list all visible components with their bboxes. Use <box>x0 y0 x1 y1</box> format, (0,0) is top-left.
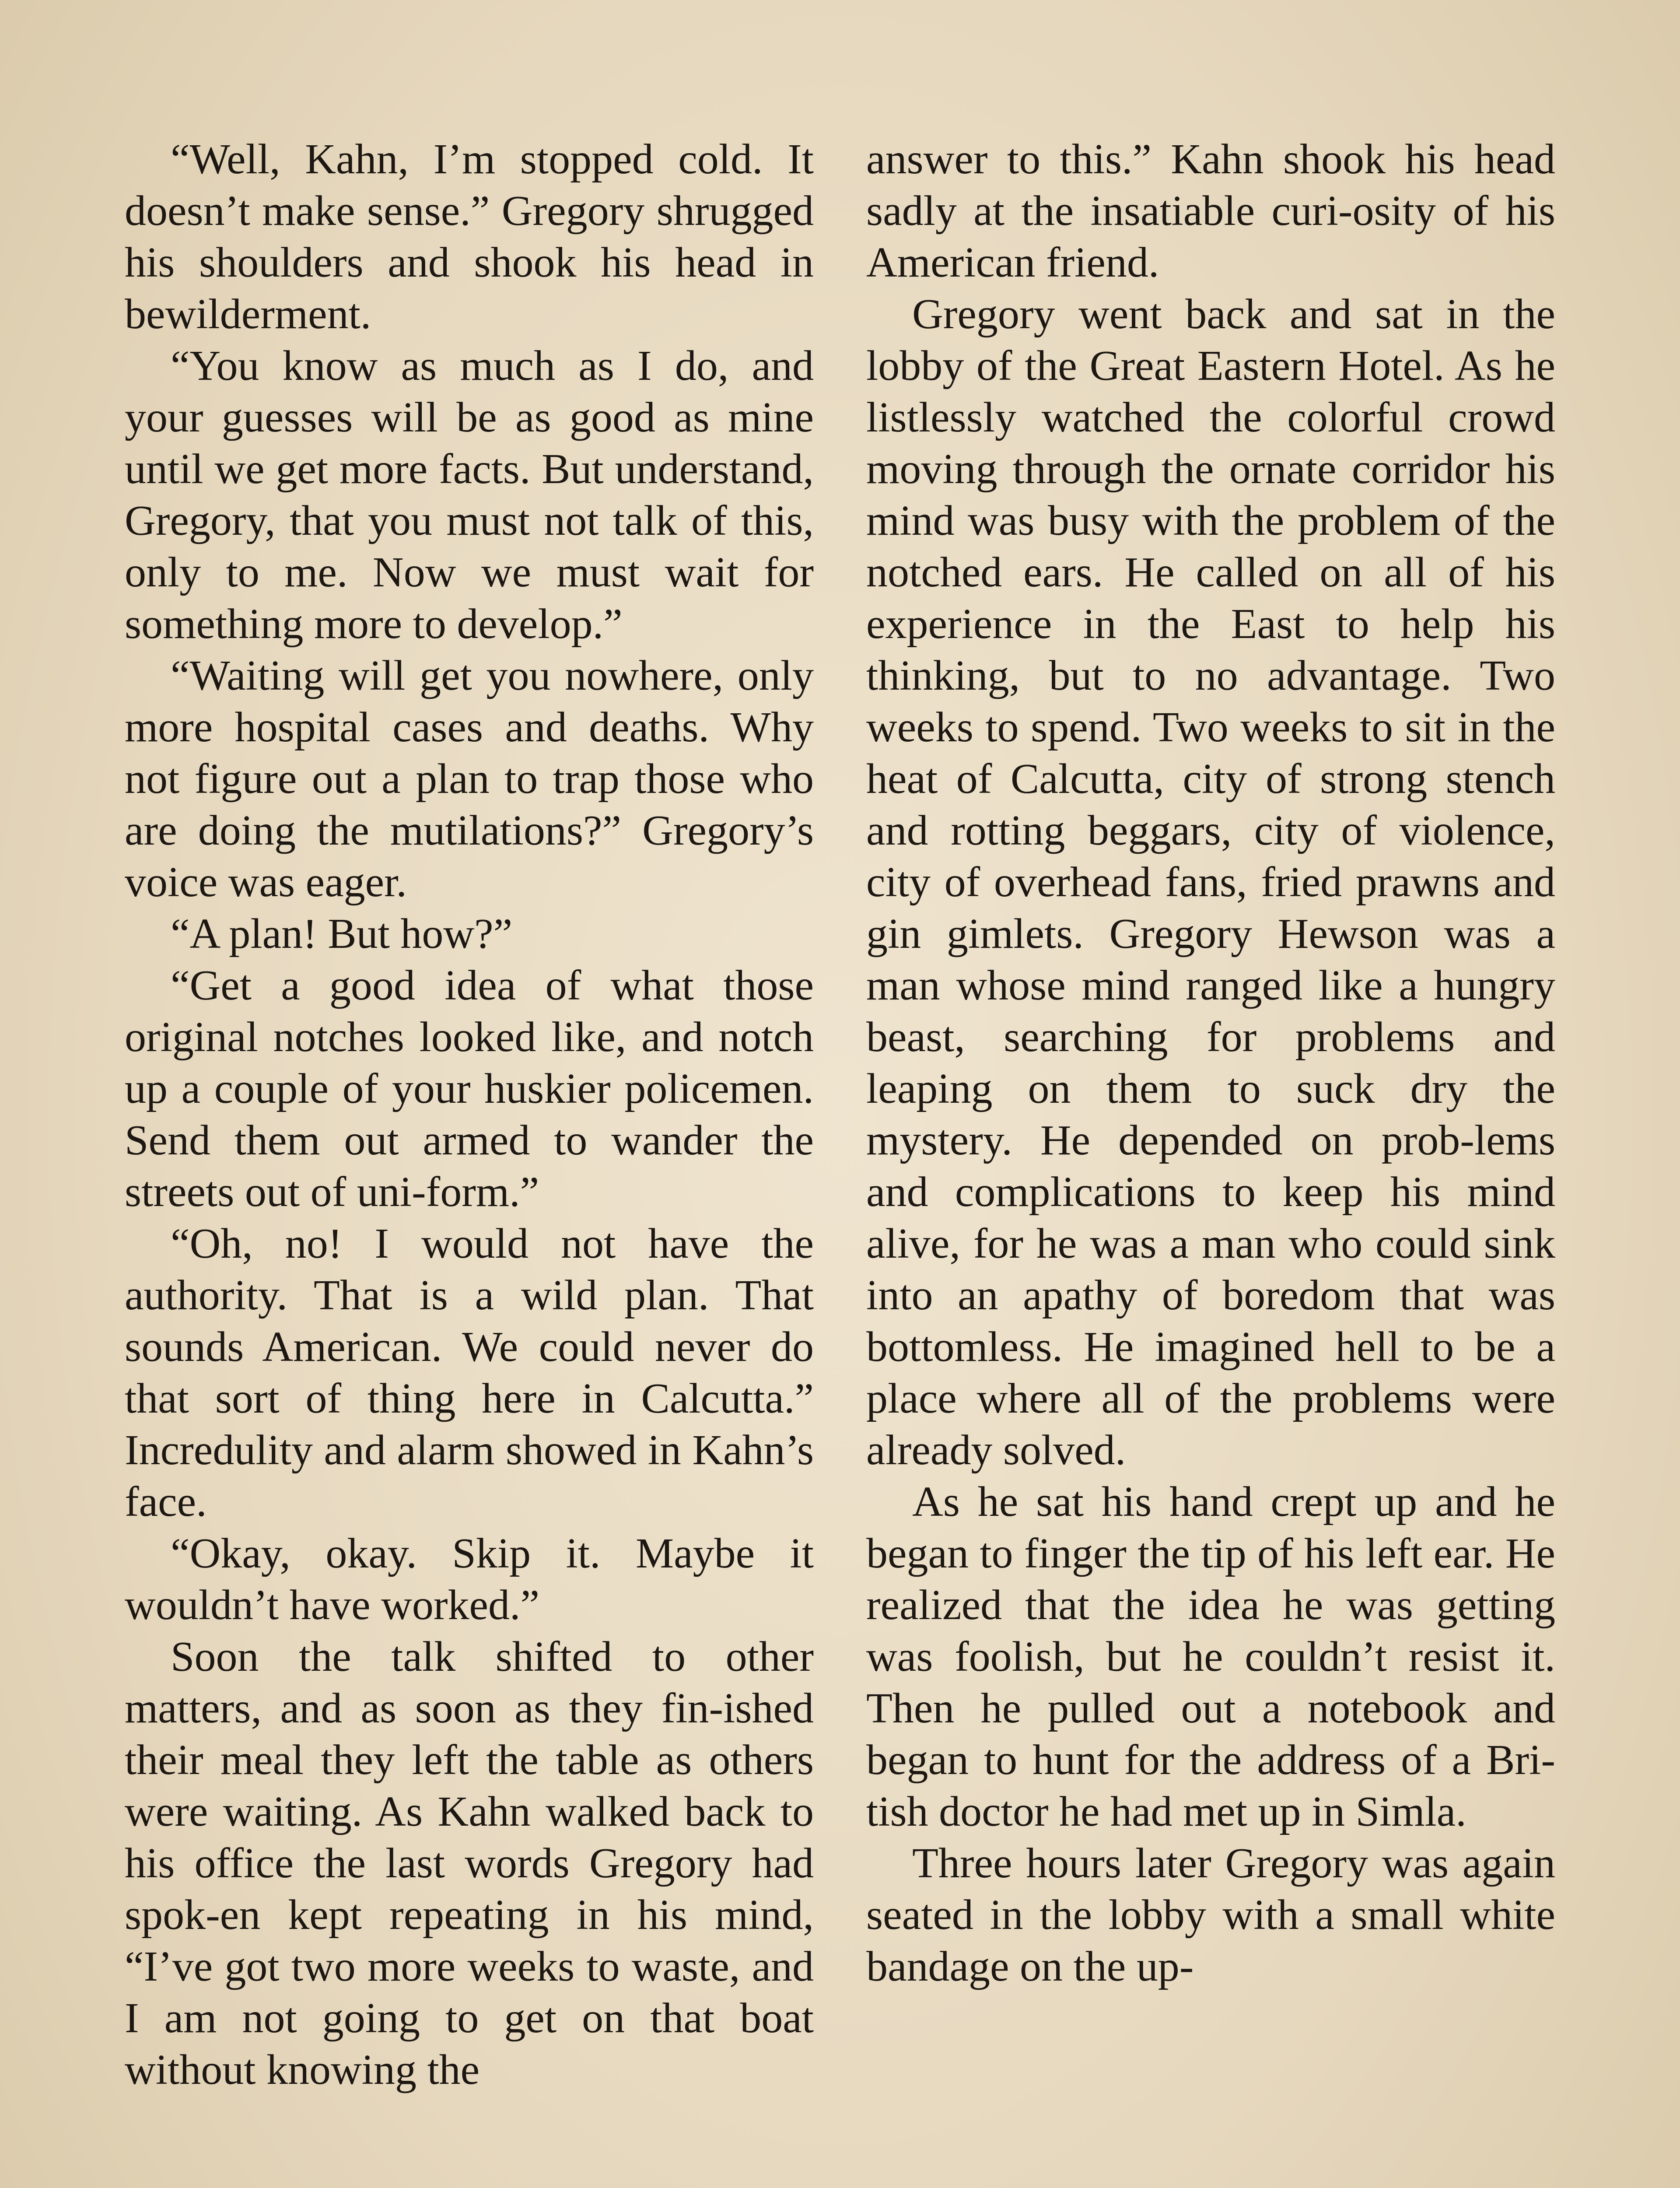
right-text-column <box>866 133 1555 1992</box>
paragraph: “Waiting will get you nowhere, only more hospital cases and deaths. Why not figure out a plan to trap those who are doing the mutilations?” Gregory’s voice was eager. <box>125 652 814 906</box>
paragraph: answer to this.” Kahn shook his head sadly at the insatiable curi-osity of his American friend. <box>866 136 1555 286</box>
paragraph: “Get a good idea of what those original notches looked like, and notch up a couple of your huskier policemen. Send them out armed to wander the streets out of uni-form.” <box>125 962 814 1216</box>
paragraph: “A plan! But how?” <box>171 910 513 957</box>
paragraph: Soon the talk shifted to other matters, and as soon as they fin-ished their meal they left the table as others were waiting. As Kahn walked back to his office the last words Gregory had spok-en kept repeating in his mind, “I’ve got two more weeks to waste, and I am not going to get on that boat without knowing the <box>125 1633 814 2093</box>
paragraph: Gregory went back and sat in the lobby of the Great Eastern Hotel. As he listlessly watched the colorful crowd moving through the ornate corridor his mind was busy with the problem of the notched ears. He called on all of his experience in the East to help his thinking, but to no advantage. Two weeks to spend. Two weeks to sit in the heat of Calcutta, city of strong stench and rotting beggars, city of violence, city of overhead fans, fried prawns and gin gimlets. Gregory Hewson was a man whose mind ranged like a hungry beast, searching for problems and leaping on them to suck dry the mystery. He depended on prob-lems and complications to keep his mind alive, for he was a man who could sink into an apathy of boredom that was bottomless. He imagined hell to be a place where all of the problems were already solved. <box>866 291 1555 1474</box>
paragraph: “Okay, okay. Skip it. Maybe it wouldn’t have worked.” <box>125 1530 814 1629</box>
left-text-column <box>125 133 814 2096</box>
paragraph: “Well, Kahn, I’m stopped cold. It doesn’t make sense.” Gregory shrugged his shoulders and shook his head in bewilderment. <box>125 136 814 338</box>
paragraph: “You know as much as I do, and your guesses will be as good as mine until we get more facts. But understand, Gregory, that you must not talk of this, only to me. Now we must wait for something more to develop.” <box>125 342 814 648</box>
paragraph: As he sat his hand crept up and he began to finger the tip of his left ear. He realized that the idea he was getting was foolish, but he couldn’t resist it. Then he pulled out a notebook and began to hunt for the address of a Bri-tish doctor he had met up in Simla. <box>866 1478 1555 1835</box>
paragraph: Three hours later Gregory was again seated in the lobby with a small white bandage on the up- <box>866 1840 1555 1990</box>
paragraph: “Oh, no! I would not have the authority. That is a wild plan. That sounds American. We could never do that sort of thing here in Calcutta.” Incredulity and alarm showed in Kahn’s face. <box>125 1220 814 1525</box>
